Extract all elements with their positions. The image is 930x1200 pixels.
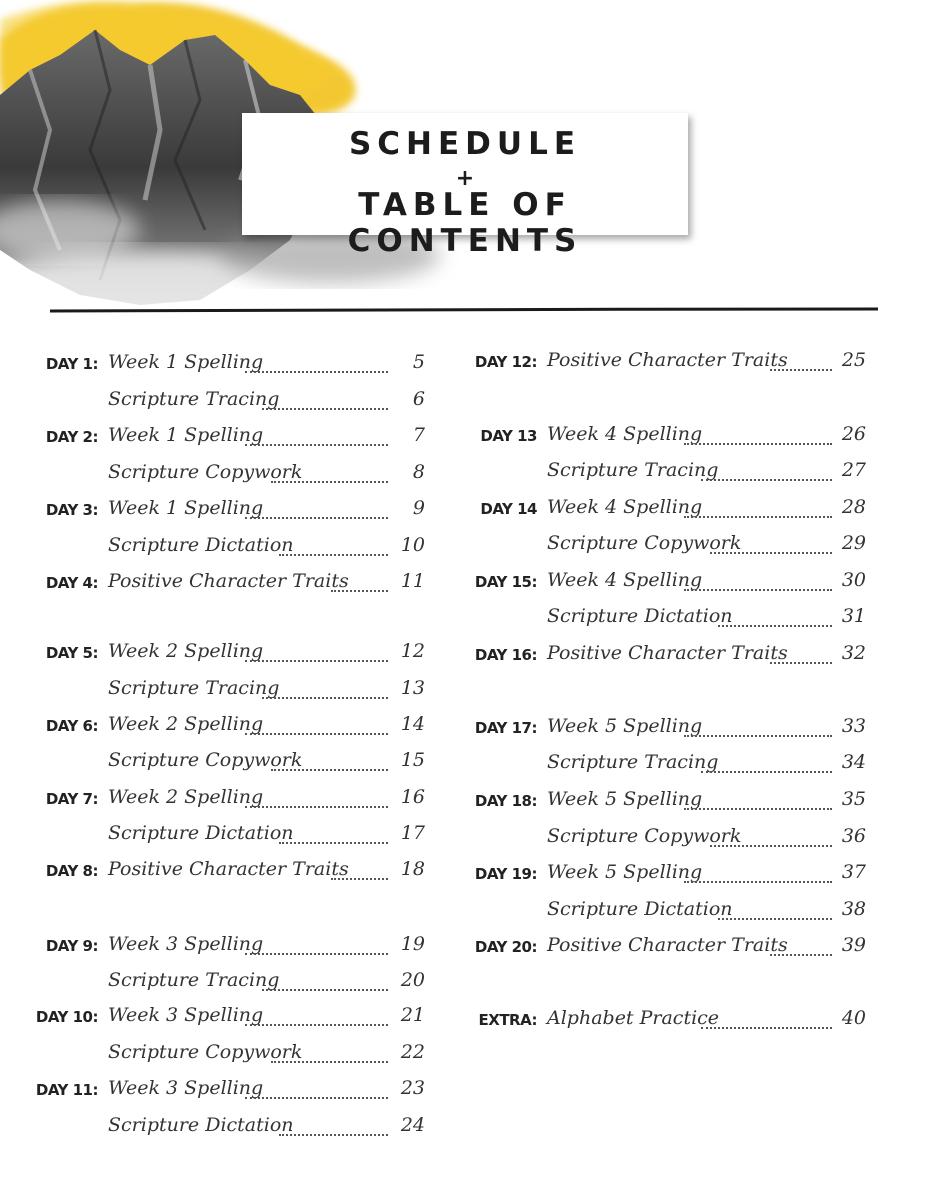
- page-number: 8: [412, 461, 425, 483]
- entry-title: Scripture Tracing: [108, 969, 280, 991]
- page-number: 35: [841, 788, 866, 810]
- dot-leader: [279, 1134, 388, 1136]
- title-table-of-contents: TABLE OF CONTENTS: [347, 187, 583, 259]
- toc-entry: [0, 788, 930, 824]
- page-number: 9: [412, 497, 425, 519]
- page-number: 30: [841, 569, 866, 591]
- dot-leader: [684, 589, 832, 591]
- page-number: 40: [841, 1007, 866, 1029]
- entry-title: Week 5 Spelling: [547, 715, 703, 737]
- page-number: 15: [400, 749, 425, 771]
- entry-title: Week 1 Spelling: [108, 424, 264, 446]
- page-number: 19: [400, 933, 425, 955]
- entry-title: Scripture Dictation: [108, 534, 294, 556]
- dot-leader: [684, 881, 832, 883]
- day-label: DAY 12:: [474, 353, 537, 371]
- page-number: 33: [841, 715, 866, 737]
- page-number: 10: [400, 534, 425, 556]
- entry-title: Week 1 Spelling: [108, 497, 264, 519]
- day-label: DAY 9:: [45, 937, 98, 955]
- day-label: DAY 6:: [45, 717, 98, 735]
- dot-leader: [710, 845, 832, 847]
- entry-title: Scripture Copywork: [547, 825, 742, 847]
- entry-title: Week 2 Spelling: [108, 786, 264, 808]
- page-number: 39: [841, 934, 866, 956]
- day-label: DAY 17:: [474, 719, 537, 737]
- entry-title: Scripture Dictation: [108, 822, 294, 844]
- dot-leader: [684, 808, 832, 810]
- dot-leader: [271, 1061, 388, 1063]
- dot-leader: [684, 735, 832, 737]
- toc-entry: [0, 1007, 930, 1043]
- day-label: DAY 19:: [474, 865, 537, 883]
- day-label: DAY 16:: [474, 646, 537, 664]
- dot-leader: [718, 918, 832, 920]
- dot-leader: [701, 1027, 832, 1029]
- entry-title: Positive Character Traits: [547, 642, 788, 664]
- dot-leader: [262, 408, 388, 410]
- entry-title: Positive Character Traits: [547, 349, 788, 371]
- day-label: DAY 2:: [45, 428, 98, 446]
- page-number: 27: [841, 459, 866, 481]
- day-label: DAY 4:: [45, 574, 98, 592]
- entry-title: Week 4 Spelling: [547, 569, 703, 591]
- entry-title: Scripture Copywork: [108, 749, 303, 771]
- entry-title: Scripture Copywork: [547, 532, 742, 554]
- toc-entry: [0, 569, 930, 605]
- toc-entry: [0, 825, 930, 861]
- dot-leader: [684, 516, 832, 518]
- toc-entry: [0, 532, 930, 568]
- entry-title: Scripture Dictation: [108, 1114, 294, 1136]
- toc-entry: [0, 459, 930, 495]
- entry-title: Scripture Tracing: [547, 751, 719, 773]
- toc-entry: [0, 642, 930, 678]
- page-number: 25: [841, 349, 866, 371]
- toc-entry: [0, 861, 930, 897]
- toc-entry: [0, 898, 930, 934]
- page-number: 23: [400, 1077, 425, 1099]
- dot-leader: [770, 662, 832, 664]
- toc-entry: [0, 751, 930, 787]
- page-number: 38: [841, 898, 866, 920]
- entry-title: Week 4 Spelling: [547, 496, 703, 518]
- toc-entry: [0, 388, 930, 424]
- day-label: DAY 10:: [35, 1008, 98, 1026]
- title-plus: +: [455, 166, 475, 191]
- page-number: 11: [400, 570, 425, 592]
- page-number: 6: [412, 388, 425, 410]
- day-label: DAY 5:: [45, 644, 98, 662]
- page-number: 14: [400, 713, 425, 735]
- entry-title: Positive Character Traits: [108, 570, 349, 592]
- dot-leader: [262, 697, 388, 699]
- day-label: DAY 8:: [45, 862, 98, 880]
- day-label: DAY 13: [480, 427, 537, 445]
- entry-title: Week 5 Spelling: [547, 788, 703, 810]
- entry-title: Scripture Dictation: [547, 898, 733, 920]
- dot-leader: [718, 625, 832, 627]
- dot-leader: [701, 479, 832, 481]
- toc-entry: [0, 1077, 930, 1113]
- page-number: 21: [400, 1004, 425, 1026]
- day-label: DAY 11:: [35, 1081, 98, 1099]
- dot-leader: [770, 954, 832, 956]
- dot-leader: [770, 369, 832, 371]
- entry-title: Scripture Tracing: [547, 459, 719, 481]
- toc-entry: [0, 349, 930, 385]
- page-number: 29: [841, 532, 866, 554]
- entry-title: Week 1 Spelling: [108, 351, 264, 373]
- day-label: DAY 3:: [45, 501, 98, 519]
- page-number: 13: [400, 677, 425, 699]
- entry-title: Scripture Dictation: [547, 605, 733, 627]
- page-number: 7: [412, 424, 425, 446]
- page-number: 28: [841, 496, 866, 518]
- page-number: 20: [400, 969, 425, 991]
- dot-leader: [245, 1097, 388, 1099]
- page-number: 32: [841, 642, 866, 664]
- dot-leader: [684, 443, 832, 445]
- entry-title: Positive Character Traits: [547, 934, 788, 956]
- entry-title: Scripture Tracing: [108, 677, 280, 699]
- toc-entry: [0, 423, 930, 459]
- toc-entry: [0, 605, 930, 641]
- dot-leader: [710, 552, 832, 554]
- dot-leader: [262, 989, 388, 991]
- page-number: 5: [412, 351, 425, 373]
- day-label: DAY 1:: [45, 355, 98, 373]
- entry-title: Week 3 Spelling: [108, 1004, 264, 1026]
- entry-title: Alphabet Practice: [547, 1007, 720, 1029]
- entry-title: Scripture Copywork: [108, 1041, 303, 1063]
- toc-entry: [0, 969, 930, 1005]
- entry-title: Week 2 Spelling: [108, 640, 264, 662]
- toc-entry: [0, 715, 930, 751]
- entry-title: Scripture Copywork: [108, 461, 303, 483]
- entry-title: Positive Character Traits: [108, 858, 349, 880]
- toc-entry: [0, 1114, 930, 1150]
- page-number: 37: [841, 861, 866, 883]
- page-number: 12: [400, 640, 425, 662]
- page-number: 17: [400, 822, 425, 844]
- entry-title: Week 3 Spelling: [108, 1077, 264, 1099]
- toc-entry: [0, 1041, 930, 1077]
- page-number: 31: [841, 605, 866, 627]
- dot-leader: [701, 771, 832, 773]
- day-label: DAY 7:: [45, 790, 98, 808]
- toc-entry: [0, 934, 930, 970]
- day-label: DAY 18:: [474, 792, 537, 810]
- toc-entry: [0, 496, 930, 532]
- page-number: 36: [841, 825, 866, 847]
- page-number: 34: [841, 751, 866, 773]
- page-number: 26: [841, 423, 866, 445]
- entry-title: Scripture Tracing: [108, 388, 280, 410]
- page-number: 18: [400, 858, 425, 880]
- title-schedule: SCHEDULE: [348, 126, 582, 162]
- day-label: EXTRA:: [478, 1011, 537, 1029]
- day-label: DAY 20:: [474, 938, 537, 956]
- page-number: 22: [400, 1041, 425, 1063]
- entry-title: Week 5 Spelling: [547, 861, 703, 883]
- page-number: 24: [400, 1114, 425, 1136]
- toc-entry: [0, 677, 930, 713]
- day-label: DAY 14: [480, 500, 537, 518]
- title-box: [242, 113, 688, 259]
- entry-title: Week 3 Spelling: [108, 933, 264, 955]
- day-label: DAY 15:: [474, 573, 537, 591]
- entry-title: Week 2 Spelling: [108, 713, 264, 735]
- page-number: 16: [400, 786, 425, 808]
- entry-title: Week 4 Spelling: [547, 423, 703, 445]
